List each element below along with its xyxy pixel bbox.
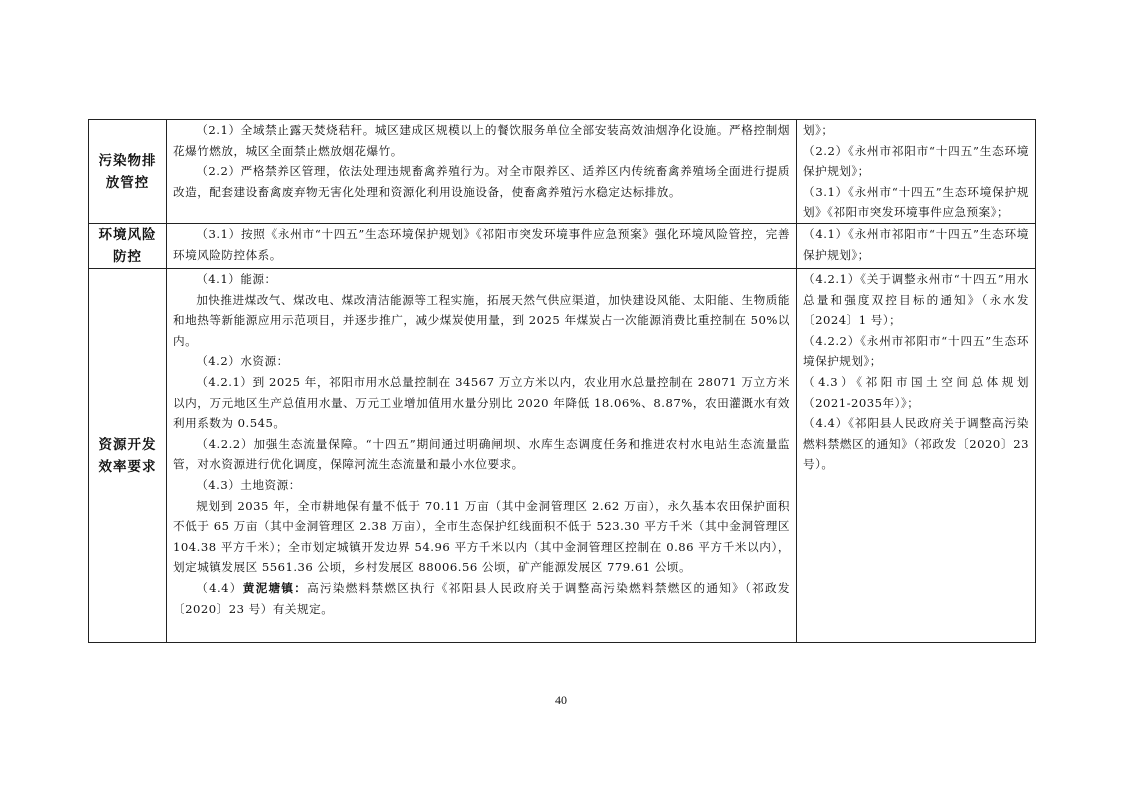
table-row [89, 120, 1036, 224]
row-reference-cell [797, 120, 1036, 224]
reference-item: 划》； [803, 123, 834, 137]
reference-item: （3.1）《永州市“十四五”生态环境保护规划》《祁阳市突发环境事件应急预案》； [803, 184, 1029, 220]
row-label-line: 放管控 [105, 174, 150, 191]
paragraph: 加快推进煤改气、煤改电、煤改清洁能源等工程实施，拓展天然气供应渠道，加快建设风能、太阳能、生物质能和地热等新能源应用示范项目，并逐步推广，减少煤炭使用量，到 2025 年煤炭占一次能源消费比重控制在 50%以内。 [173, 292, 790, 348]
row-label-cell [89, 120, 167, 224]
row-label-cell [89, 269, 167, 643]
row-content-cell [167, 269, 797, 643]
reference-item: （2.2）《永州市祁阳市“十四五”生态环境保护规划》； [803, 143, 1029, 179]
row-content-cell [167, 120, 797, 224]
row-label-line: 环境风险 [98, 227, 157, 243]
reference-item: （4.4）《祁阳县人民政府关于调整高污染燃料禁燃区的通知》（祁政发〔2020〕23 号）。 [803, 416, 1029, 472]
reference-item: （4.3）《祁阳市国土空间总体规划（2021-2035年）》； [803, 374, 1029, 410]
paragraph: （4.2）水资源： [196, 354, 289, 369]
row-reference-cell [797, 269, 1036, 643]
page-number: 40 [555, 693, 567, 707]
row-label-cell [89, 224, 167, 269]
row-reference-cell [797, 224, 1036, 269]
paragraph-text: 高污染燃料禁燃区执行《祁阳县人民政府关于调整高污染燃料禁燃区的通知》（祁政发〔2020〕23 号）有关规定。 [173, 580, 790, 616]
paragraph-number: （4.4） [196, 580, 243, 595]
paragraph-bold-lead: 黄泥塘镇： [242, 580, 308, 595]
table-row [89, 224, 1036, 269]
reference-item: （4.2.2）《永州市祁阳市“十四五”生态环境保护规划》； [803, 333, 1029, 369]
row-label-line: 污染物排 [98, 152, 157, 169]
table-row [89, 269, 1036, 643]
reference-item: （4.2.1）《关于调整永州市“十四五”用水总量和强度双控目标的通知》（永水发〔2024〕1 号）； [803, 272, 1029, 328]
paragraph: （4.2.2）加强生态流量保障。“十四五”期间通过明确闸坝、水库生态调度任务和推进农村水电站生态流量监管，对水资源进行优化调度，保障河流生态流量和最小水位要求。 [173, 436, 790, 472]
paragraph: （2.1）全域禁止露天焚烧秸秆。城区建成区规模以上的餐饮服务单位全部安装高效油烟净化设施。严格控制烟花爆竹燃放，城区全面禁止燃放烟花爆竹。 [173, 123, 790, 158]
row-label-line: 防控 [113, 249, 142, 265]
row-label-line: 效率要求 [98, 458, 157, 475]
paragraph: 规划到 2035 年，全市耕地保有量不低于 70.11 万亩（其中金洞管理区 2.62 万亩），永久基本农田保护面积不低于 65 万亩（其中金洞管理区 2.38 万亩），全市生态保护红线面积不低于 523.30 平方千米（其中金洞管理区 104.38 平方千米）；全市划定城镇开发边界 54.96 平方千米以内（其中金洞管理区控制在 0.86 平方千米以内），划定城镇发展区 5561.36 公顷，乡村发展区 88006.56 公顷，矿产能源发展区 779.61 公顷。 [173, 498, 790, 575]
row-content-cell [167, 224, 797, 269]
paragraph: （3.1）按照《永州市“十四五”生态环境保护规划》《祁阳市突发环境事件应急预案》强化环境风险管控，完善环境风险防控体系。 [173, 227, 790, 262]
paragraph: （4.3）土地资源： [196, 477, 301, 492]
paragraph: （4.2.1）到 2025 年，祁阳市用水总量控制在 34567 万立方米以内，农业用水总量控制在 28071 万立方米以内，万元地区生产总值用水量、万元工业增加值用水量分别比 2020 年降低 18.06%、8.87%，农田灌溉水有效利用系数为 0.545。 [173, 374, 790, 431]
paragraph: （2.2）严格禁养区管理，依法处理违规畜禽养殖行为。对全市限养区、适养区内传统畜禽养殖场全面进行提质改造，配套建设畜禽废弃物无害化处理和资源化利用设施设备，使畜禽养殖污水稳定达标排放。 [173, 164, 790, 199]
paragraph [173, 578, 790, 619]
row-label-line: 资源开发 [98, 436, 157, 453]
reference-item: （4.1）《永州市祁阳市“十四五”生态环境保护规划》； [803, 227, 1029, 262]
requirements-table [88, 119, 1036, 643]
paragraph: （4.1）能源： [196, 272, 277, 286]
